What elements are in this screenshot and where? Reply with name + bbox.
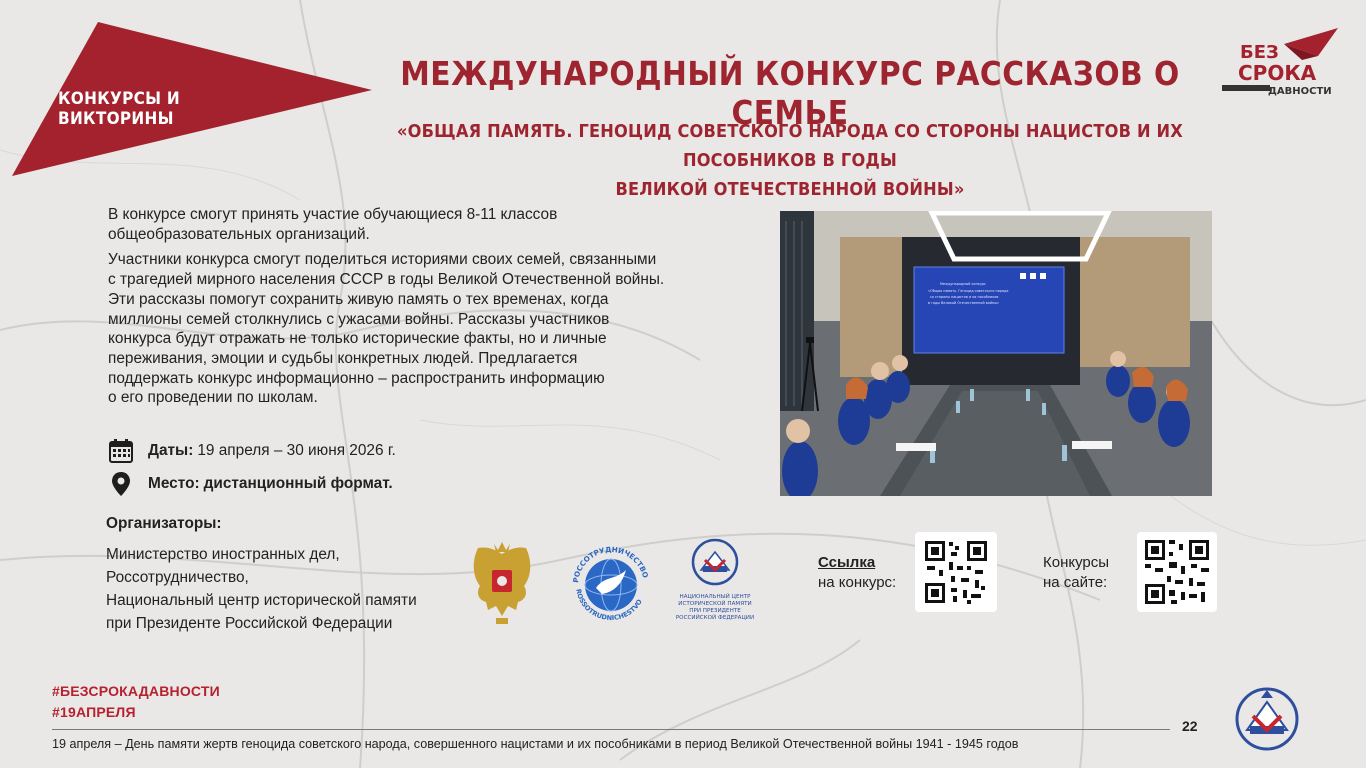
organizer-item: Министерство иностранных дел, <box>106 546 340 563</box>
organizers-title: Организаторы: <box>106 515 222 532</box>
hashtag-bez-sroka: #БЕЗСРОКАДАВНОСТИ <box>52 683 220 699</box>
footer-text: 19 апреля – День памяти жертв геноцида советского народа, совершенного нацистами и их пособниками в период Великой Отечественной войны 1941 - 1945 годов <box>52 737 1019 751</box>
qr-code-icon <box>915 532 997 612</box>
text-line: общеобразовательных организаций. <box>108 225 370 243</box>
paper-plane-icon <box>1284 28 1338 56</box>
qr-site-label <box>1043 553 1109 593</box>
qr-contest-label-rest: на конкурс: <box>818 574 897 591</box>
description-paragraph-1 <box>108 205 708 244</box>
dates-value: 19 апреля – 30 июня 2026 г. <box>197 442 396 459</box>
description-paragraph-2 <box>108 250 708 408</box>
qr-code-icon <box>1137 532 1217 612</box>
logo-nc-line: ИСТОРИЧЕСКОЙ ПАМЯТИ <box>678 601 752 607</box>
logo-rs-top-text: РОССОТРУДНИЧЕСТВО <box>571 544 651 584</box>
page-title: МЕЖДУНАРОДНЫЙ КОНКУРС РАССКАЗОВ О СЕМЬЕ <box>400 54 1180 132</box>
national-center-logo <box>668 536 762 630</box>
logo-nc-line: НАЦИОНАЛЬНЫЙ ЦЕНТР <box>679 594 751 600</box>
text-line: миллионы семей столкнулись с ужасами войны. Рассказы участников <box>108 310 610 328</box>
rossotrudnichestvo-logo <box>566 540 656 630</box>
place-value: дистанционный формат. <box>203 475 393 492</box>
footer-divider <box>52 729 1170 730</box>
logo-line1: БЕЗ <box>1240 42 1279 63</box>
category-label: КОНКУРСЫ И ВИКТОРИНЫ <box>58 89 180 129</box>
screen-text-line: в годы Великой Отечественной войны» <box>928 301 999 305</box>
text-line: конкурса будут отражать не только исторические факты, но и личные <box>108 330 607 348</box>
dates-label: Даты: <box>148 442 194 459</box>
mfa-coat-of-arms-logo <box>466 540 538 628</box>
qr-code-site-contests[interactable] <box>1137 532 1217 612</box>
text-line: Участники конкурса смогут поделиться историями своих семей, связанными <box>108 251 657 269</box>
bez-sroka-davnosti-logo <box>1218 24 1358 100</box>
text-line: Эти рассказы помогут сохранить живую память о тех временах, когда <box>108 290 609 308</box>
place-row <box>108 471 397 497</box>
subtitle-line: ВЕЛИКОЙ ОТЕЧЕСТВЕННОЙ ВОЙНЫ» <box>615 179 965 200</box>
text-line: В конкурсе смогут принять участие обучающиеся 8-11 классов <box>108 206 558 223</box>
location-pin-icon <box>108 471 134 497</box>
national-center-emblem <box>1228 686 1306 752</box>
logo-line2: СРОКА <box>1238 61 1317 85</box>
screen-text-line: Международный конкурс <box>940 282 986 286</box>
logo-nc-line: РОССИЙСКОЙ ФЕДЕРАЦИИ <box>675 615 755 621</box>
logo-line3: ДАВНОСТИ <box>1268 86 1332 97</box>
qr-contest-label-bold: Ссылка <box>818 554 876 571</box>
logo-nc-line: ПРИ ПРЕЗИДЕНТЕ <box>689 608 741 614</box>
text-line: поддержать конкурс информационно – распространить информацию <box>108 369 605 387</box>
qr-site-label-line2: на сайте: <box>1043 574 1108 591</box>
logo-rs-bottom-text: ROSSOTRUDNICHESTVO <box>574 588 644 623</box>
text-line: переживания, эмоции и судьбы конкретных людей. Предлагается <box>108 349 578 367</box>
subtitle-line: «ОБЩАЯ ПАМЯТЬ. ГЕНОЦИД СОВЕТСКОГО НАРОДА СО СТОРОНЫ НАЦИСТОВ И ИХ ПОСОБНИКОВ В ГОДЫ <box>397 121 1183 171</box>
text-line: о его проведении по школам. <box>108 389 318 407</box>
screen-text-line: «Общая память. Геноцид советского народа <box>928 289 1009 293</box>
text-line: с трагедией мирного населения СССР в годы Великой Отечественной войны. <box>108 271 665 289</box>
organizers-list <box>106 543 417 635</box>
calendar-icon <box>108 438 134 464</box>
place-label: Место: <box>148 475 200 492</box>
page-subtitle <box>360 117 1220 204</box>
qr-site-label-line1: Конкурсы <box>1043 554 1110 571</box>
hashtag-19-aprelya: #19АПРЕЛЯ <box>52 704 136 720</box>
page-number: 22 <box>1182 718 1198 734</box>
qr-code-contest-link[interactable] <box>915 532 997 612</box>
organizer-item: Национальный центр исторической памяти <box>106 592 417 609</box>
qr-contest-label <box>818 553 896 593</box>
dates-row <box>108 438 396 464</box>
conference-photo <box>780 211 1212 496</box>
description <box>108 205 708 414</box>
organizer-item: Россотрудничество, <box>106 569 249 586</box>
screen-text-line: со стороны нацистов и их пособников <box>930 295 999 299</box>
organizer-item: при Президенте Российской Федерации <box>106 615 393 632</box>
